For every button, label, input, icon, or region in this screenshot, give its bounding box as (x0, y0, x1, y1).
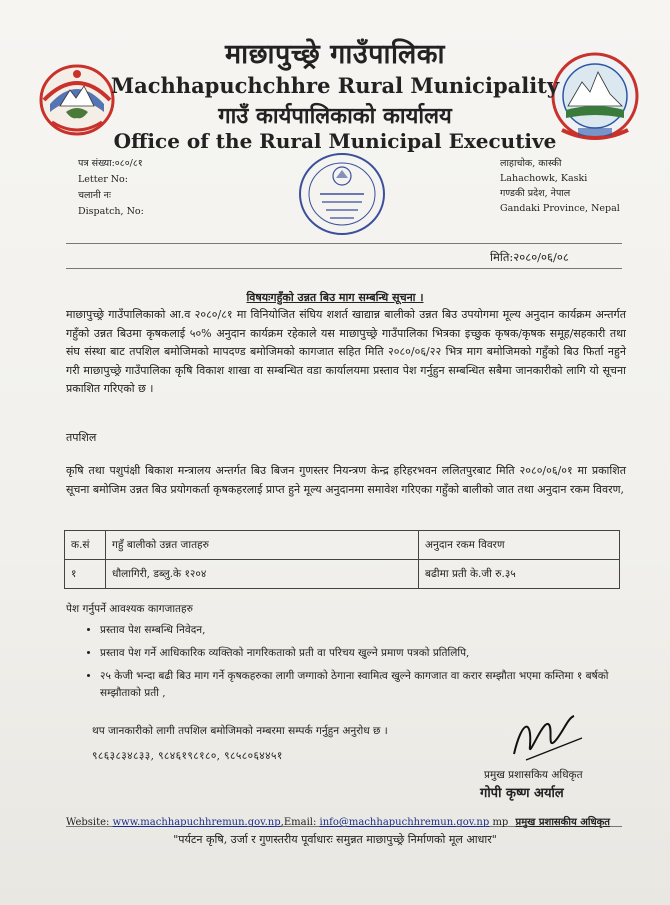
date-divider (66, 268, 622, 269)
body-paragraph-2: कृषि तथा पशुपंक्षी बिकाश मन्त्रालय अन्तर्गत बिउ बिजन गुणस्तर नियन्त्रण केन्द्र हरिहरभवन ललितपुरबाट मिति २०८०/०६/०१ मा प्रकाशित सूचना बमोजिम उन्नत बिउ प्रयोगकर्ता कृषकहरलाई प्राप्त हुने मूल्य अनुदानमा समावेश गरिएका गहुँको बालीको जात तथा अनुदान रकम विवरण, (66, 464, 626, 496)
table-cell: १ (65, 560, 106, 589)
header-divider (66, 243, 622, 244)
notice-subject (0, 290, 670, 305)
province-np: गण्डकी प्रदेश, नेपाल (500, 188, 571, 199)
table-row (65, 560, 620, 589)
notice-date: मिति:२०८०/०६/०८ (490, 250, 569, 264)
table-header-cell: अनुदान रकम विवरण (419, 531, 620, 560)
details-heading: तपशिल (66, 431, 97, 444)
table-cell: धौलागिरी, डब्लु.के १२०४ (106, 560, 419, 589)
place-np: लाहाचोक, कास्की (500, 158, 562, 169)
dispatch-number-np: चलानी नः (78, 190, 111, 201)
requirements-list (76, 622, 640, 708)
footer-slogan: "पर्यटन कृषि, उर्जा र गुणस्तरीय पूर्वाधारः समुन्नत माछापुच्छ्रे निर्माणको मूल आधार" (173, 833, 497, 846)
dispatch-number-en: Dispatch, No: (78, 206, 144, 217)
requirements-heading: पेश गर्नुपर्ने आवश्यक कागजातहरु (66, 603, 193, 615)
email-label: ,Email: (280, 817, 317, 828)
office-title-english: Office of the Rural Municipal Executive (113, 129, 557, 153)
signatory-title: प्रमुख प्रशासकिय अधिकृत (484, 769, 583, 781)
seed-variety-table (64, 530, 620, 589)
office-title-nepali: गाउँ कार्यपालिकाको कार्यालय (218, 103, 452, 129)
table-cell: बढीमा प्रती के.जी रु.३५ (419, 560, 620, 589)
footer-contact (66, 814, 626, 828)
signatory-name: गोपी कृष्ण अर्याल (480, 786, 564, 801)
contact-note: थप जानकारीको लागी तपशिल बमोजिमको नम्बरमा सम्पर्क गर्नुहुन अनुरोध छ । (92, 725, 388, 737)
table-header-cell: गहुँ बालीको उन्नत जातहरु (106, 531, 419, 560)
body-paragraph-1: माछापुच्छ्रे गाउँपालिकाको आ.व २०८०/८१ मा विनियोजित संघिय शशर्त खाद्यान्न बालीको उन्नत बिउ उपयोगमा मूल्य अनुदान कार्यक्रम अन्तर्गत गहुँको उन्नत बिउमा कृषकलाई ५०% अनुदान कार्यक्रम रहेकाले यस माछापुच्छ्रे गाउँपालिका भित्रका इच्छुक कृषक/कृषक समूह/सहकारी तथा संघ संस्था बाट तपशिल बमोजिमको मापदण्ड बमोजिमको कागजात सहित मिति २०८०/०६/२२ भित्र माग बमोजिमको गहुँको बिउ फिर्ता नहुने गरी माछापुच्छ्रे गाउँपालिका कृषि विकाश शाखा वा सम्बन्धित वडा कार्यालयमा प्रस्ताव पेश गर्नुहुन सम्बन्धित सबैमा जानकारीको लागि यो सूचना प्रकाशित गरिएको छ । (66, 308, 626, 395)
website-link[interactable]: www.machhapuchhremun.gov.np (112, 817, 281, 828)
letter-meta (78, 156, 144, 220)
list-item: • प्रस्ताव पेश सम्बन्धि निवेदन, (100, 622, 640, 639)
title-nepali: माछापुच्छ्रे गाउँपालिका (224, 39, 445, 70)
website-label: Website: (66, 817, 110, 828)
email-link[interactable]: info@machhapuchhremun.gov.np (319, 817, 490, 828)
list-item: • प्रस्ताव पेश गर्ने आधिकारिक व्यक्तिको नागरिकताको प्रती वा परिचय खुल्ने प्रमाण पत्रको प्रतिलिपि, (100, 645, 640, 662)
letter-number-np: पत्र संख्या:०८०/८१ (78, 158, 143, 169)
subject-text: विषयःगहुँको उन्नत बिउ माग सम्बन्धि सूचना । (246, 291, 424, 304)
signatory-stamp-text: प्रमुख प्रशासकीय अधिकृत (515, 817, 610, 828)
office-stamp-icon (296, 150, 388, 238)
phone-numbers: ९८६३८३४८३३, ९८४६१९८१८०, ९८५८०६४४५१ (92, 750, 283, 762)
province-en: Gandaki Province, Nepal (500, 203, 620, 214)
place-en: Lahachowk, Kaski (500, 173, 588, 184)
signature-icon (508, 710, 588, 766)
table-header-cell: क.सं (65, 531, 106, 560)
list-item: • २५ केजी भन्दा बढी बिउ माग गर्ने कृषकहरुका लागी जग्गाको ठेगाना स्वामित्व खुल्ने कागजात वा करार सम्झौता भएमा कम्तिमा १ बर्षको सम्झौताको प्रती , (100, 668, 640, 702)
address-block (500, 156, 620, 216)
footer-extra: mp (492, 817, 509, 828)
letter-number-en: Letter No: (78, 174, 128, 185)
table-header-row (65, 531, 620, 560)
title-english: Machhapuchchhre Rural Municipality (110, 73, 560, 98)
